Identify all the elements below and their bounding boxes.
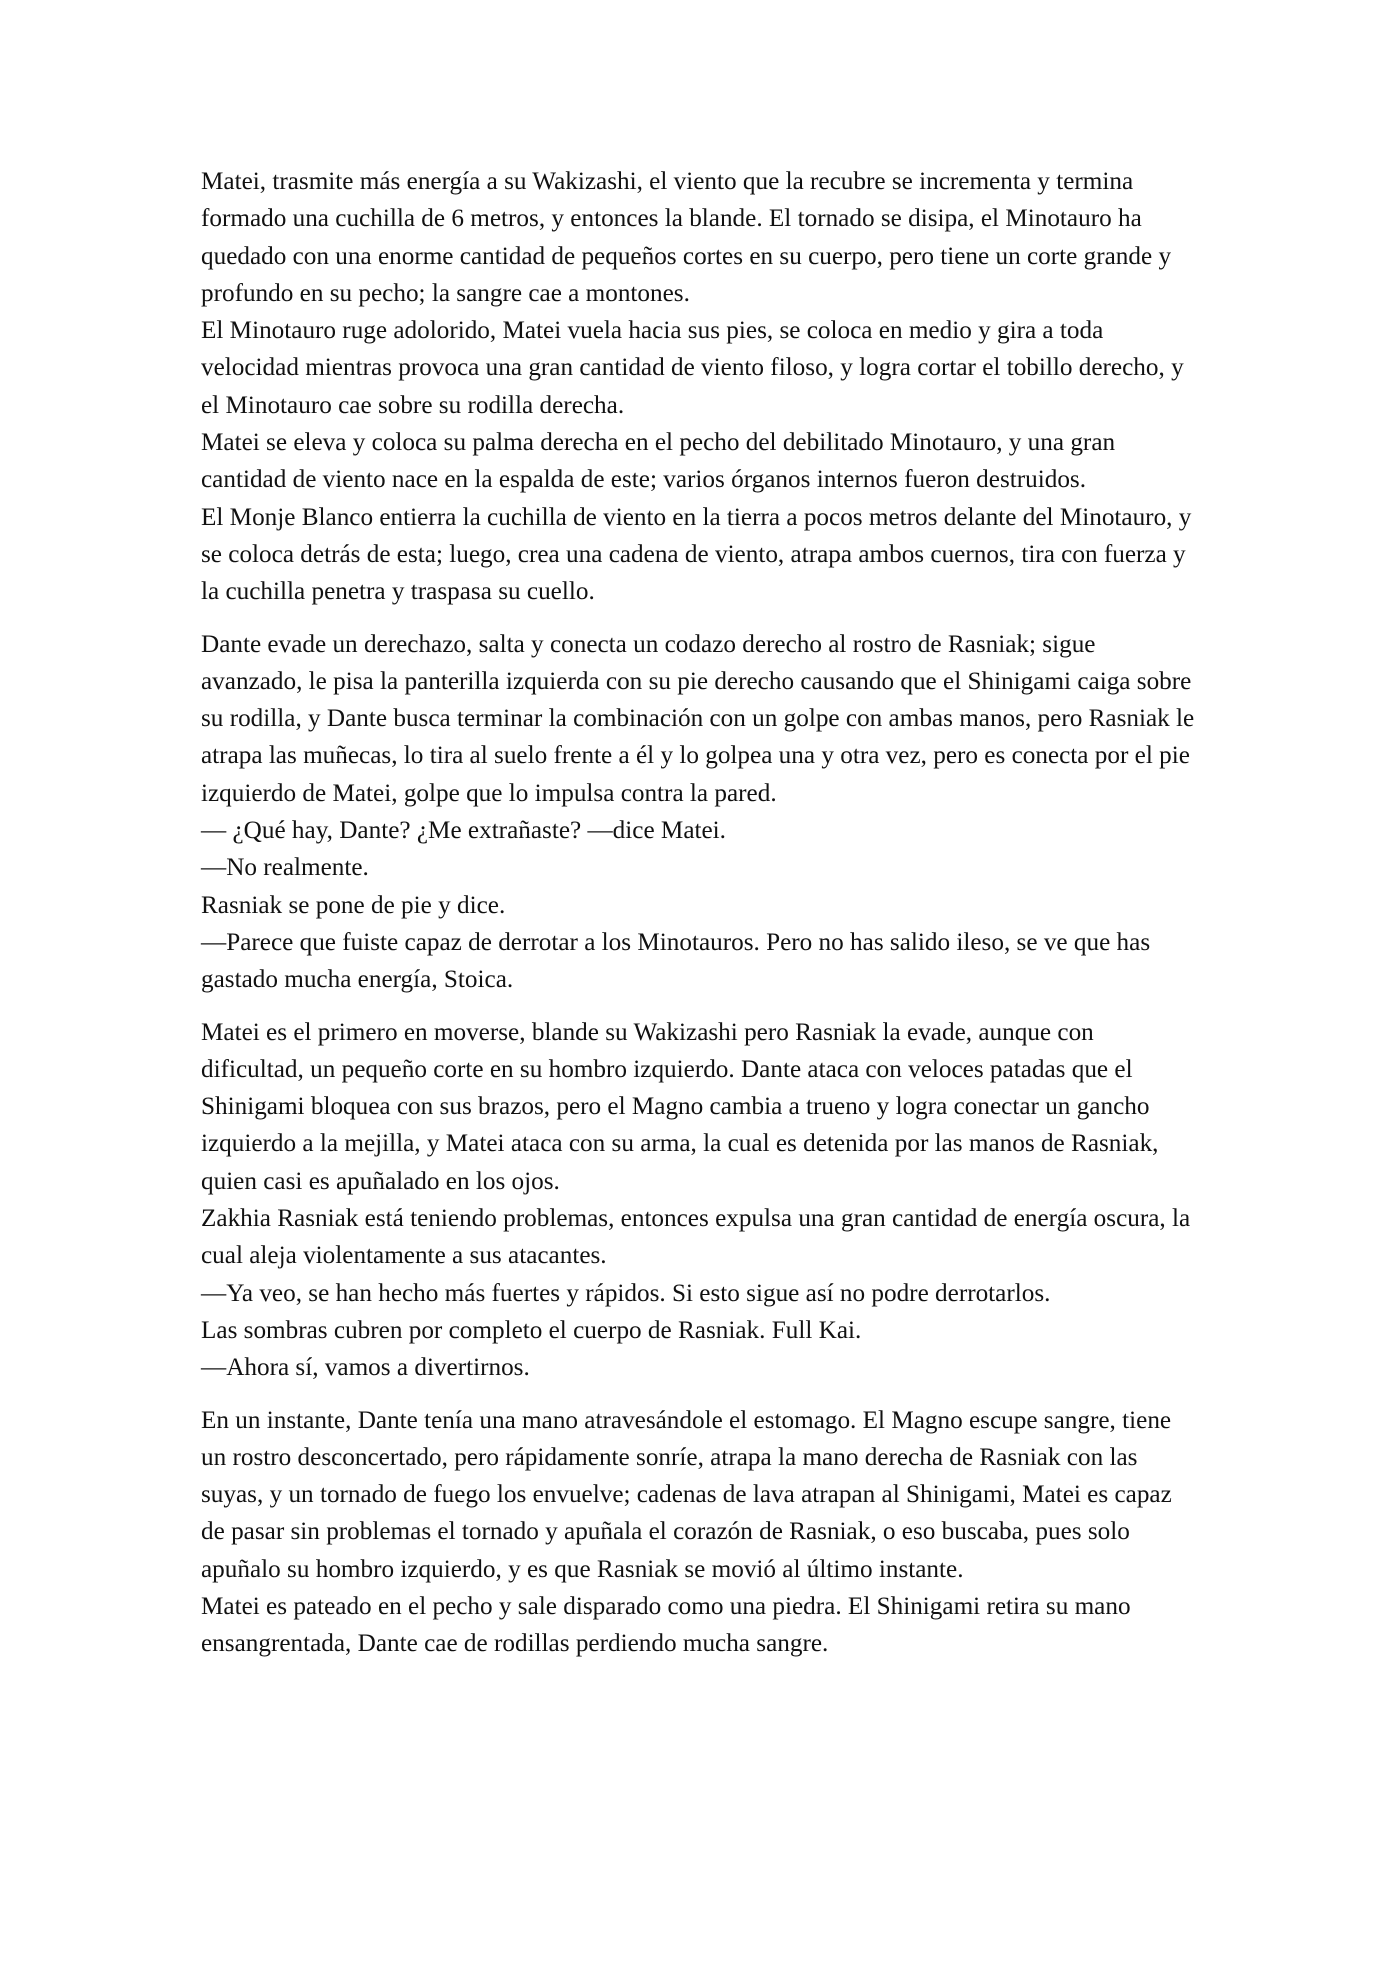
paragraph: En un instante, Dante tenía una mano atravesándole el estomago. El Magno escupe sangre, tiene un rostro desconcertado, pero rápidamente sonríe, atrapa la mano derecha de Rasniak con las suyas, y un tornado de fuego los envuelve; cadenas de lava atrapan al Shinigami, Matei es capaz de pasar sin problemas el tornado y apuñala el corazón de Rasniak, o eso buscaba, pues solo apuñalo su hombro izquierdo, y es que Rasniak se movió al último instante. [201, 1406, 1172, 1583]
dialogue-line: —Ahora sí, vamos a divertirnos. [201, 1354, 530, 1382]
paragraph: Matei es el primero en moverse, blande su Wakizashi pero Rasniak la evade, aunque con dificultad, un pequeño corte en su hombro izquierdo. Dante ataca con veloces patadas que el Shinigami bloquea con sus brazos, pero el Magno cambia a trueno y logra conectar un gancho izquierdo a la mejilla, y Matei ataca con su arma, la cual es detenida por las manos de Rasniak, quien casi es apuñalado en los ojos. [201, 1018, 1159, 1195]
paragraph: Matei es pateado en el pecho y sale disparado como una piedra. El Shinigami retira su mano ensangrentada, Dante cae de rodillas perdiendo mucha sangre. [201, 1592, 1131, 1658]
paragraph: Matei se eleva y coloca su palma derecha en el pecho del debilitado Minotauro, y una gran cantidad de viento nace en la espalda de este; varios órganos internos fueron destruidos. [201, 429, 1116, 494]
paragraph: Las sombras cubren por completo el cuerpo de Rasniak. Full Kai. [201, 1316, 862, 1344]
paragraph: El Minotauro ruge adolorido, Matei vuela hacia sus pies, se coloca en medio y gira a toda velocidad mientras provoca una gran cantidad de viento filoso, y logra cortar el tobillo derecho, y el Minotauro cae sobre su rodilla derecha. [201, 317, 1184, 419]
paragraph: Matei, trasmite más energía a su Wakizashi, el viento que la recubre se incrementa y termina formado una cuchilla de 6 metros, y entonces la blande. El tornado se disipa, el Minotauro ha quedado con una enorme cantidad de pequeños cortes en su cuerpo, pero tiene un corte grande y profundo en su pecho; la sangre cae a montones. [201, 168, 1172, 307]
section-2 [201, 626, 1201, 999]
section-4 [201, 1402, 1201, 1663]
dialogue-line: —No realmente. [201, 854, 369, 882]
paragraph: Zakhia Rasniak está teniendo problemas, entonces expulsa una gran cantidad de energía oscura, la cual aleja violentamente a sus atacantes. [201, 1205, 1191, 1270]
body-text [201, 163, 1201, 1678]
dialogue-line: —Parece que fuiste capaz de derrotar a los Minotauros. Pero no has salido ileso, se ve que has gastado mucha energía, Stoica. [201, 928, 1151, 994]
paragraph: Dante evade un derechazo, salta y conecta un codazo derecho al rostro de Rasniak; sigue avanzado, le pisa la panterilla izquierda con su pie derecho causando que el Shinigami caiga sobre su rodilla, y Dante busca terminar la combinación con un golpe con ambas manos, pero Rasniak le atrapa las muñecas, lo tira al suelo frente a él y lo golpea una y otra vez, pero es conecta por el pie izquierdo de Matei, golpe que lo impulsa contra la pared. [201, 630, 1195, 807]
dialogue-line: —Ya veo, se han hecho más fuertes y rápidos. Si esto sigue así no podre derrotarlos. [201, 1279, 1051, 1307]
paragraph: El Monje Blanco entierra la cuchilla de viento en la tierra a pocos metros delante del Minotauro, y se coloca detrás de esta; luego, crea una cadena de viento, atrapa ambos cuernos, tira con fuerza y la cuchilla penetra y traspasa su cuello. [201, 503, 1192, 606]
section-3 [201, 1014, 1201, 1387]
section-1 [201, 163, 1201, 611]
paragraph: Rasniak se pone de pie y dice. [201, 891, 506, 919]
dialogue-line: — ¿Qué hay, Dante? ¿Me extrañaste? —dice Matei. [201, 817, 726, 845]
